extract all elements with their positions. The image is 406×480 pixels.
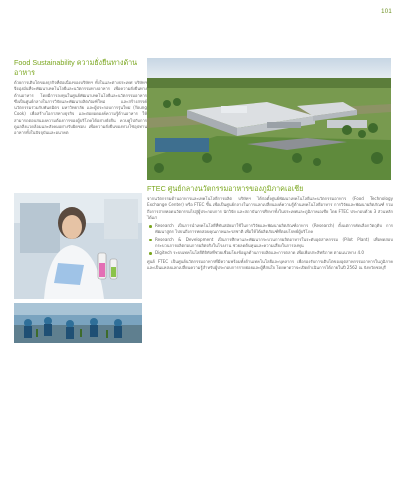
right-column: [147, 184, 393, 273]
mangrove-planting-photo: [14, 303, 142, 343]
facility-aerial-photo: [147, 58, 391, 180]
left-column: [14, 58, 147, 137]
list-item-text: Research เป็นการนำเทคโนโลยีที่ทันสมัยมาใช้ในการวิจัยและพัฒนาผลิตภัณฑ์อาหาร (Research) ตั้งแต่การคัดเลือกวัตถุดิบ การพัฒนาสูตร ไปจนถึงการทดสอบคุณภาพและรสชาติ เพื่อให้ได้ผลิตภัณฑ์ที่ตอบโจทย์ผู้บริโภค: [155, 223, 393, 235]
bullet-icon: [149, 252, 152, 255]
ftec-heading: FTEC ศูนย์กลางนวัตกรรมอาหารของภูมิภาคเอเชีย: [147, 184, 304, 193]
section-title: Food Sustainability ความยั่งยืนทางด้านอาหาร: [14, 58, 138, 77]
list-item: [147, 250, 393, 256]
ftec-intro-paragraph: จากนวัตกรรมด้านอาหารและเทคโนโลยีการผลิต บริษัทฯ ได้ก่อตั้งศูนย์พัฒนาเทคโนโลยีและนวัตกรรมอาหาร (Food Technology Exchange Center) หรือ FTEC ขึ้น เพื่อเป็นศูนย์กลางในการแลกเปลี่ยนองค์ความรู้ด้านเทคโนโลยีอาหาร การวิจัยและพัฒนาผลิตภัณฑ์ รวมถึงการถ่ายทอดนวัตกรรมไปสู่ผู้ประกอบการ นักวิจัย และสถาบันการศึกษาทั้งในประเทศและภูมิภาคเอเชีย โดย FTEC ประกอบด้วย 3 ส่วนหลัก ได้แก่: [147, 196, 393, 220]
list-item-text: Research & Development เป็นการศึกษาและพัฒนากระบวนการผลิตอาหารในระดับอุตสาหกรรม (Pilot Plant) เพื่อทดสอบกระบวนการผลิตก่อนการผลิตจริงในโรงงาน ช่วยลดต้นทุนและความเสี่ยงในการลงทุน: [155, 236, 393, 249]
ftec-components-list: [147, 223, 393, 256]
bullet-icon: [149, 225, 152, 228]
page-number: 101: [381, 9, 392, 15]
left-column-body: ด้วยการเติบโตของธุรกิจที่ต่อเนื่องของบริษัทฯ ทั้งในและต่างประเทศ บริษัทฯ จึงมุ่งมั่นที่จะพัฒนาเทคโนโลยีและนวัตกรรมทางอาหาร เพื่อความยั่งยืนทางด้านอาหาร โดยมีการลงทุนในศูนย์พัฒนาเทคโนโลยีและนวัตกรรมอาหาร ซึ่งเป็นศูนย์กลางในการวิจัยและพัฒนาผลิตภัณฑ์ใหม่ และสร้างสรรค์นวัตกรรมร่วมกับพันธมิตร มหาวิทยาลัย และผู้ประกอบการรุ่นใหม่ (Young Cook) เพื่อสร้างโอกาสทางธุรกิจ และต่อยอดองค์ความรู้ด้านอาหาร ให้สามารถตอบสนองความต้องการของผู้บริโภคได้อย่างยั่งยืน ควบคู่ไปกับการดูแลสิ่งแวดล้อมและสังคมอย่างรับผิดชอบ เพื่อความยั่งยืนของห่วงโซ่อุปทานอาหารทั้งในปัจจุบันและอนาคต: [14, 80, 147, 136]
list-item-text: Digitech ระบบเทคโนโลยีดิจิทัลที่ช่วยเชื่อมโยงข้อมูลด้านการผลิตและการตลาด เพื่อเพิ่มประสิทธิภาพ ตามแนวทาง 4.0: [155, 250, 364, 256]
list-item: [147, 237, 393, 250]
ftec-closing-paragraph: ศูนย์ FTEC เป็นศูนย์นวัตกรรมอาหารที่มีความพร้อมทั้งด้านเทคโนโลยีและบุคลากร เพื่อรองรับการเติบโตของอุตสาหกรรมอาหารในภูมิภาค และเป็นแหล่งแลกเปลี่ยนความรู้สำหรับผู้ประกอบการรายย่อยและผู้ที่สนใจ โดยคาดว่าจะเปิดดำเนินการได้ภายในปี 2562 ณ จังหวัดชลบุรี: [147, 258, 393, 270]
lab-researcher-photo: [14, 193, 142, 299]
bullet-icon: [149, 239, 152, 242]
list-item: [147, 223, 393, 236]
